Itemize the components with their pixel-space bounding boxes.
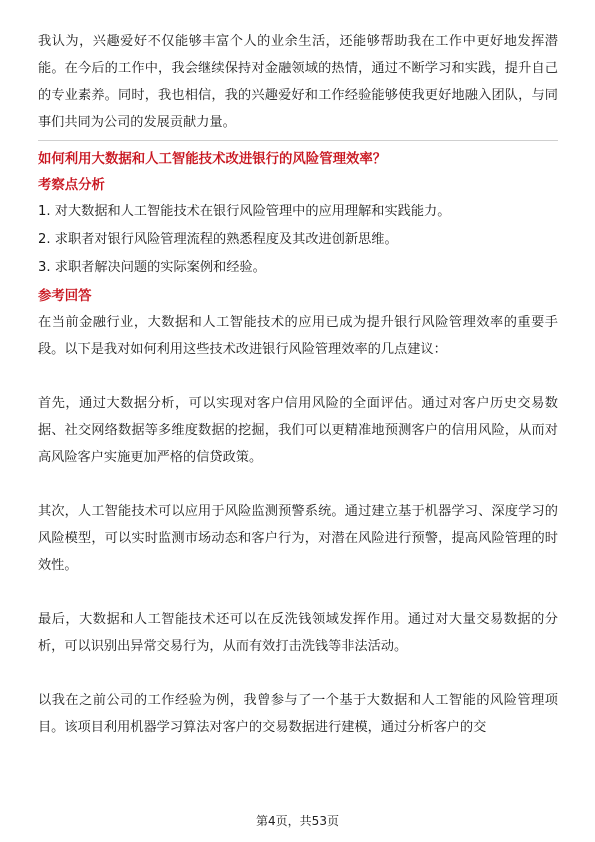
- section-divider: [38, 140, 558, 141]
- analysis-item: 1. 对大数据和人工智能技术在银行风险管理中的应用理解和实践能力。: [38, 204, 451, 219]
- answer-paragraph: 最后，大数据和人工智能技术还可以在反洗钱领域发挥作用。通过对大量交易数据的分析，可以识别出异常交易行为，从而有效打击洗钱等非法活动。: [38, 612, 558, 654]
- answer-paragraph: 其次，人工智能技术可以应用于风险监测预警系统。通过建立基于机器学习、深度学习的风险模型，可以实时监测市场动态和客户行为，对潜在风险进行预警，提高风险管理的时效性。: [38, 504, 558, 573]
- page-content: [38, 28, 558, 741]
- answer-heading: 参考回答: [38, 289, 92, 304]
- answer-paragraph: 以我在之前公司的工作经验为例，我曾参与了一个基于大数据和人工智能的风险管理项目。该项目利用机器学习算法对客户的交易数据进行建模，通过分析客户的交: [38, 693, 558, 735]
- page-number: 第4页，共53页: [256, 814, 339, 828]
- question-title: 如何利用大数据和人工智能技术改进银行的风险管理效率？: [38, 152, 387, 167]
- answer-paragraph: 首先，通过大数据分析，可以实现对客户信用风险的全面评估。通过对客户历史交易数据、社交网络数据等多维度数据的挖掘，我们可以更精准地预测客户的信用风险，从而对高风险客户实施更加严格的信贷政策。: [38, 396, 558, 465]
- analysis-item: 3. 求职者解决问题的实际案例和经验。: [38, 260, 266, 275]
- analysis-item: 2. 求职者对银行风险管理流程的熟悉程度及其改进创新思维。: [38, 232, 398, 247]
- analysis-heading: 考察点分析: [38, 178, 105, 193]
- intro-paragraph: 我认为，兴趣爱好不仅能够丰富个人的业余生活，还能够帮助我在工作中更好地发挥潜能。在今后的工作中，我会继续保持对金融领域的热情，通过不断学习和实践，提升自己的专业素养。同时，我也相信，我的兴趣爱好和工作经验能够使我更好地融入团队，与同事们共同为公司的发展贡献力量。: [38, 34, 558, 130]
- answer-paragraph: 在当前金融行业，大数据和人工智能技术的应用已成为提升银行风险管理效率的重要手段。以下是我对如何利用这些技术改进银行风险管理效率的几点建议：: [38, 315, 558, 357]
